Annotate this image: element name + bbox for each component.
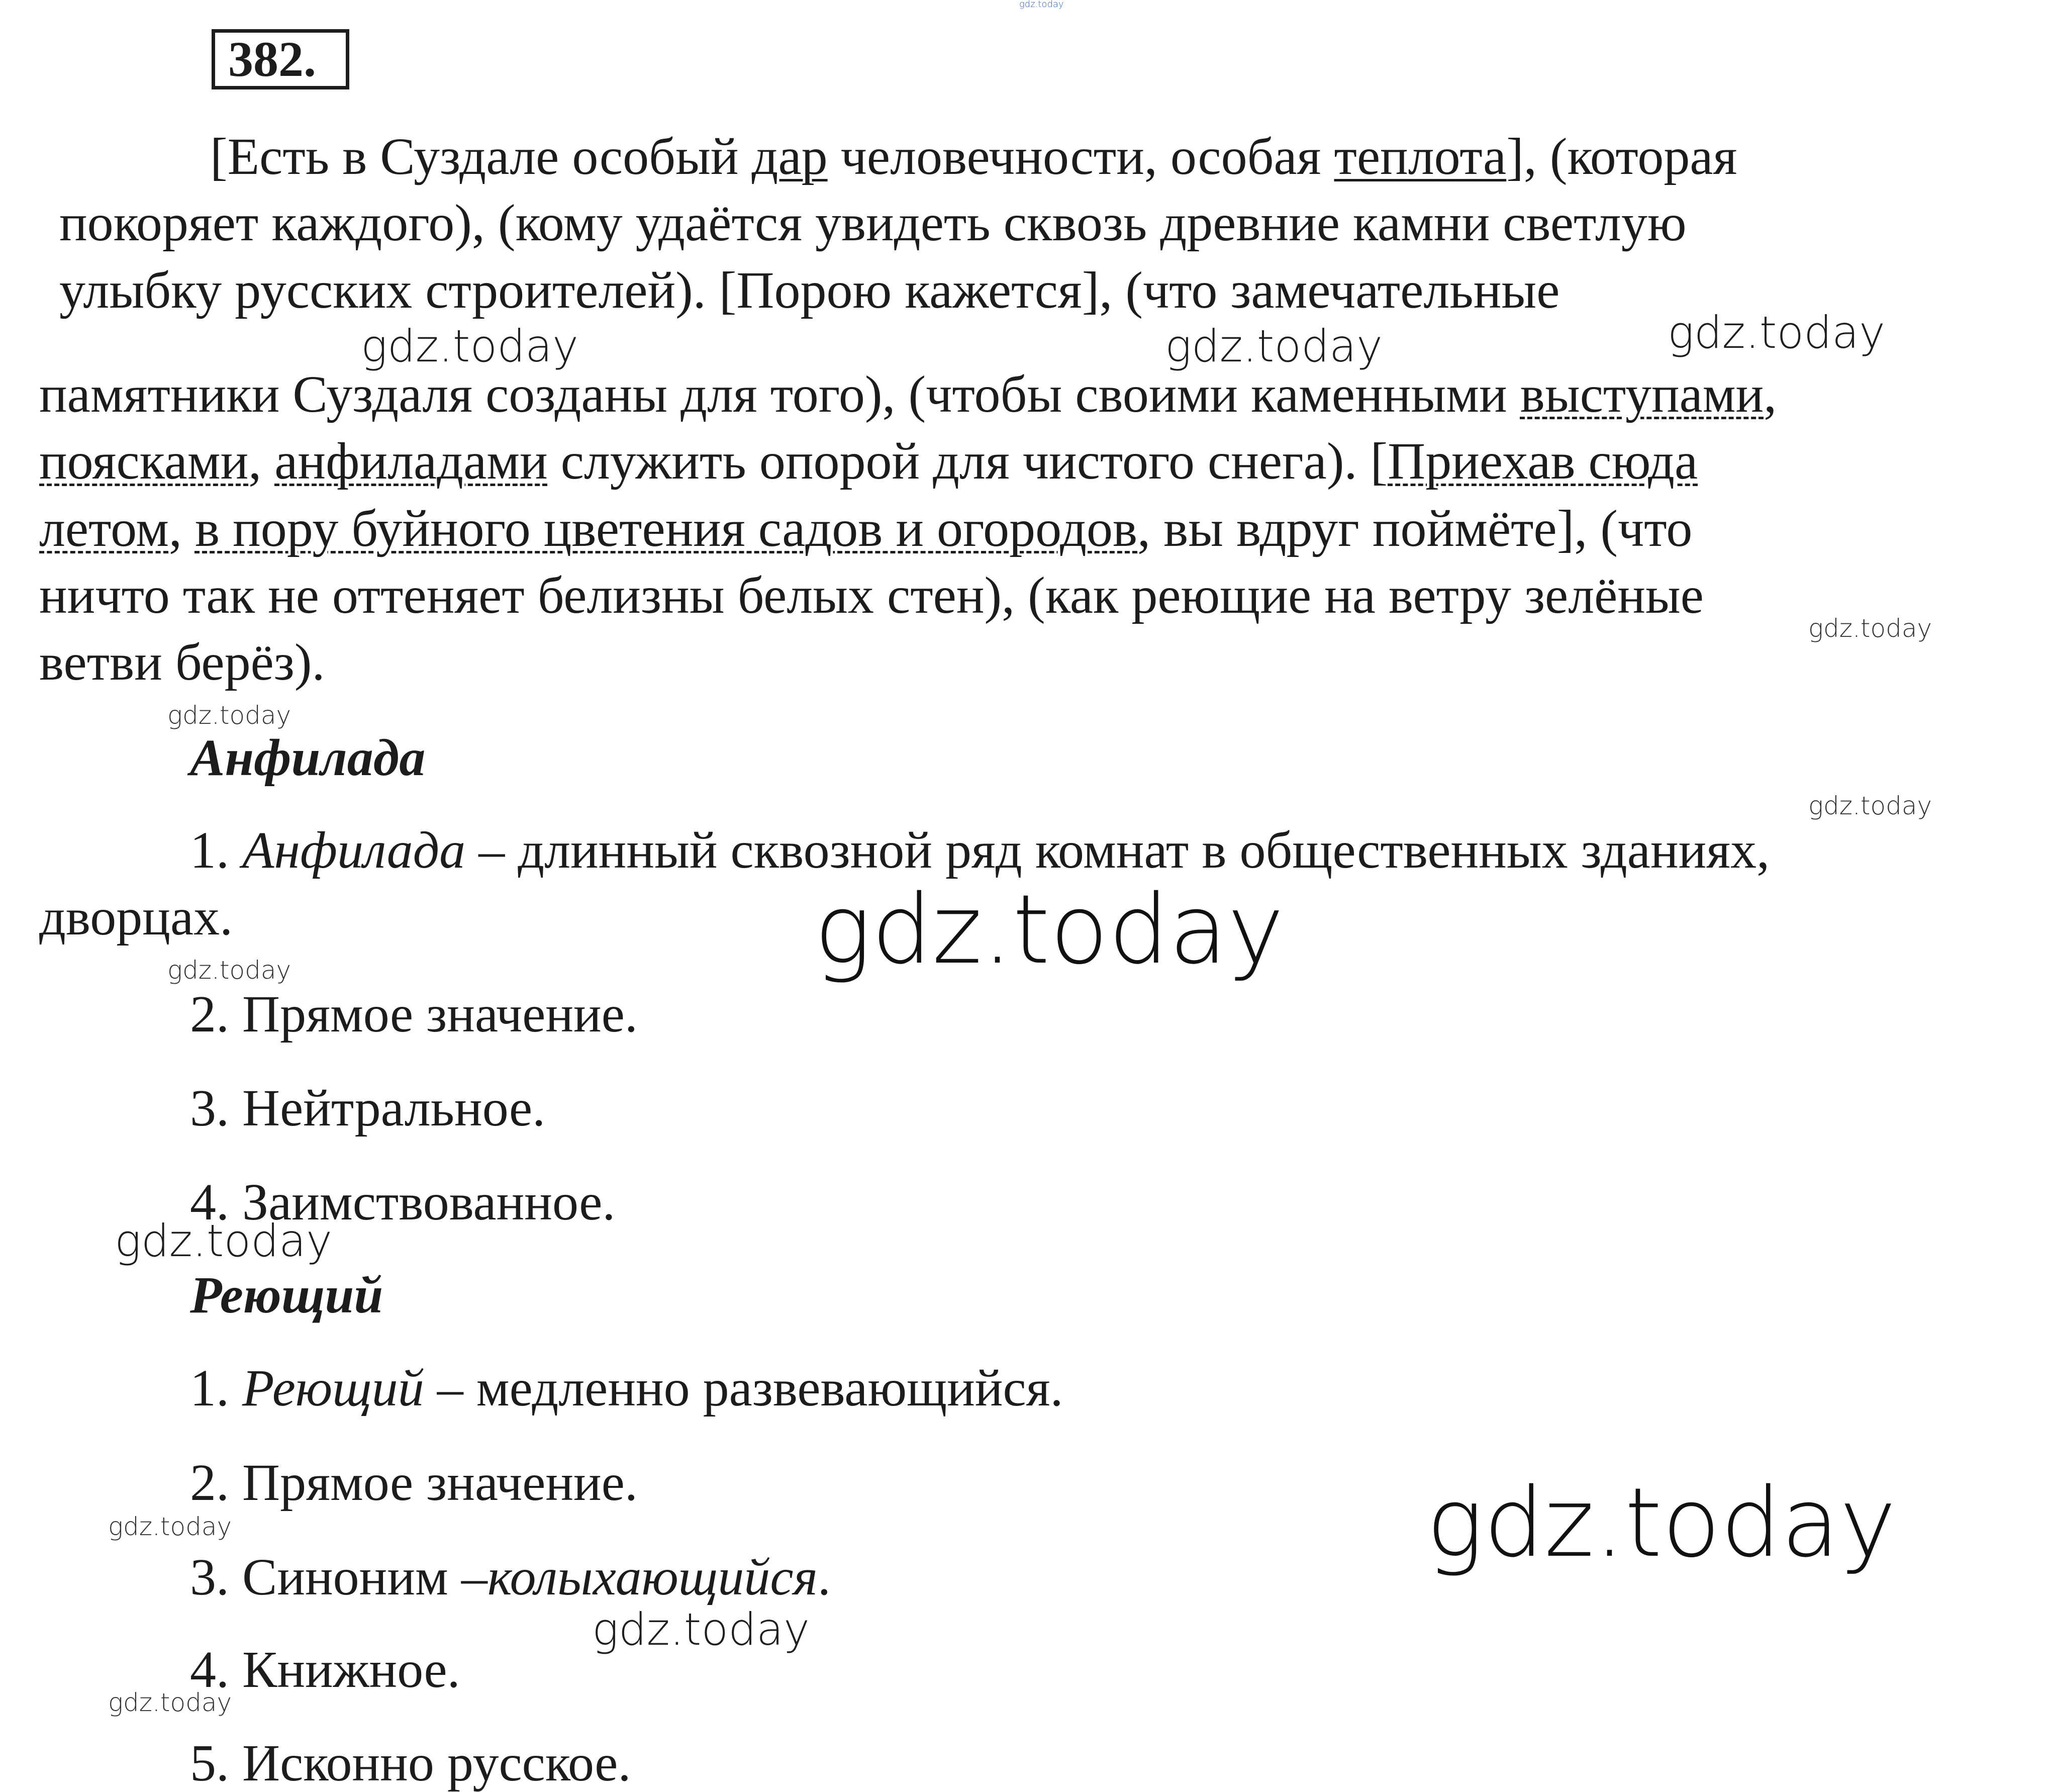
watermark-large: gdz.today: [1426, 1467, 1896, 1578]
text-line-7: ничто так не оттеняет белизны белых стен), (как реющие на ветру зелёные: [39, 567, 1704, 624]
reyushchiy-item-4: 4. Книжное.: [190, 1641, 460, 1699]
text-line-6: летом, в пору буйного цветения садов и огородов, вы вдруг поймёте], (что: [39, 500, 1693, 557]
anfilada-item-1-cont: дворцах.: [39, 888, 233, 946]
text-line-2: покоряет каждого), (кому удаётся увидеть сквозь древние камни светлую: [59, 194, 1687, 252]
text-line-5: поясками, анфиладами служить опорой для чистого снега). [Приехав сюда: [39, 432, 1698, 490]
exercise-number: 382: [228, 31, 304, 87]
synonym-term: –колыхающийся: [461, 1548, 818, 1606]
watermark: gdz.today: [1808, 614, 1932, 643]
watermark: gdz.today: [1165, 320, 1383, 372]
text-line-8: ветви берёз).: [39, 633, 325, 691]
watermark: gdz.today: [108, 1512, 232, 1541]
watermark: gdz.today: [592, 1604, 810, 1655]
watermark: gdz.today: [108, 1688, 232, 1717]
anfilada-item-4: 4. Заимствованное.: [190, 1173, 616, 1231]
circumstance-vystupami: выступами: [1520, 365, 1764, 423]
exercise-number-box: [212, 29, 349, 89]
reyushchiy-term: Реющий: [242, 1359, 424, 1417]
watermark: gdz.today: [1668, 307, 1886, 358]
anfilada-item-1: 1. Анфилада – длинный сквозной ряд комнат в общественных зданиях,: [190, 821, 1770, 879]
circumstance-poyaskami: поясками: [39, 432, 249, 490]
watermark: gdz.today: [115, 1215, 333, 1267]
text-line-3: улыбку русских строителей). [Порою кажется], (что замечательные: [59, 261, 1560, 319]
watermark: gdz.today: [167, 701, 291, 730]
text-line-1: [Есть в Суздале особый дар человечности, особая теплота], (которая: [210, 128, 1737, 185]
participle-phrase-letom: летом: [39, 500, 169, 557]
reyushchiy-item-3: 3. Синоним –колыхающийся.: [190, 1548, 831, 1606]
subject-teplota: теплота: [1334, 128, 1507, 185]
watermark: gdz.today: [1808, 791, 1932, 820]
anfilada-term: Анфилада: [242, 821, 466, 879]
subject-dar: дар: [751, 128, 828, 185]
exercise-number-period: .: [304, 31, 316, 87]
watermark-top: gdz.today: [1019, 0, 1064, 10]
heading-reyushchiy: Реющий: [190, 1266, 383, 1324]
anfilada-item-3: 3. Нейтральное.: [190, 1079, 546, 1137]
reyushchiy-item-5: 5. Исконно русское.: [190, 1734, 631, 1792]
anfilada-item-2: 2. Прямое значение.: [190, 985, 638, 1043]
participle-phrase-end: в пору буйного цветения садов и огородов: [194, 500, 1138, 557]
watermark: gdz.today: [361, 320, 579, 372]
heading-anfilada: Анфилада: [190, 729, 426, 787]
watermark-large: gdz.today: [814, 874, 1284, 985]
reyushchiy-item-2: 2. Прямое значение.: [190, 1454, 638, 1512]
reyushchiy-item-1: 1. Реющий – медленно развевающийся.: [190, 1359, 1063, 1417]
text-line-4: памятники Суздаля созданы для того), (чтобы своими каменными выступами,: [39, 365, 1777, 423]
watermark: gdz.today: [167, 956, 291, 985]
participle-phrase-start: Приехав сюда: [1388, 432, 1698, 490]
circumstance-anfiladami: анфиладами: [274, 432, 548, 490]
